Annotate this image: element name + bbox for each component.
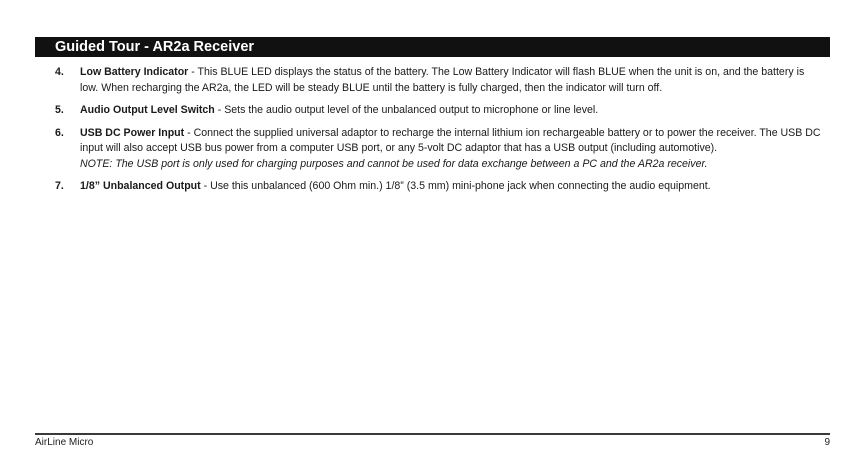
item-number: 6. bbox=[55, 126, 64, 139]
item-description: - Connect the supplied universal adaptor to recharge the internal lithium ion rechargeable battery or to power the receiver. The USB DC input will also accept USB bus power from a computer USB port, or any 5-volt DC adaptor that has a USB output (including automotive). bbox=[80, 126, 821, 154]
item-number: 5. bbox=[55, 104, 64, 116]
item-label: Low Battery Indicator bbox=[80, 66, 189, 78]
item-label: Audio Output Level Switch bbox=[80, 104, 215, 116]
item-label: USB DC Power Input bbox=[80, 126, 185, 139]
page-number: 9 bbox=[824, 437, 830, 448]
item-number: 4. bbox=[55, 66, 64, 78]
section-header-bar bbox=[35, 37, 830, 57]
list-item-audio-output-level-switch bbox=[35, 103, 825, 119]
item-note: NOTE: The USB port is only used for charging purposes and cannot be used for data exchange between a PC and the AR2a receiver. bbox=[80, 157, 708, 170]
item-description: - Use this unbalanced (600 Ohm min.) 1/8” (3.5 mm) mini-phone jack when connecting the audio equipment. bbox=[200, 180, 711, 192]
feature-list bbox=[35, 65, 825, 202]
item-label: 1/8” Unbalanced Output bbox=[80, 180, 201, 192]
list-item-low-battery-indicator bbox=[35, 65, 825, 96]
list-item-usb-dc-power-input bbox=[35, 126, 825, 173]
section-title: Guided Tour - AR2a Receiver bbox=[55, 39, 255, 55]
item-description: - Sets the audio output level of the unbalanced output to microphone or line level. bbox=[214, 104, 599, 116]
footer-product-name: AirLine Micro bbox=[35, 437, 94, 448]
list-item-unbalanced-output bbox=[35, 179, 825, 195]
item-number: 7. bbox=[55, 180, 64, 192]
item-description: - This BLUE LED displays the status of the battery. The Low Battery Indicator will flash BLUE when the unit is on, and the battery is low. When recharging the AR2a, the LED will be steady BLUE until the battery is fully charged, then the indicator will turn off. bbox=[80, 66, 805, 94]
footer-divider bbox=[35, 433, 830, 435]
